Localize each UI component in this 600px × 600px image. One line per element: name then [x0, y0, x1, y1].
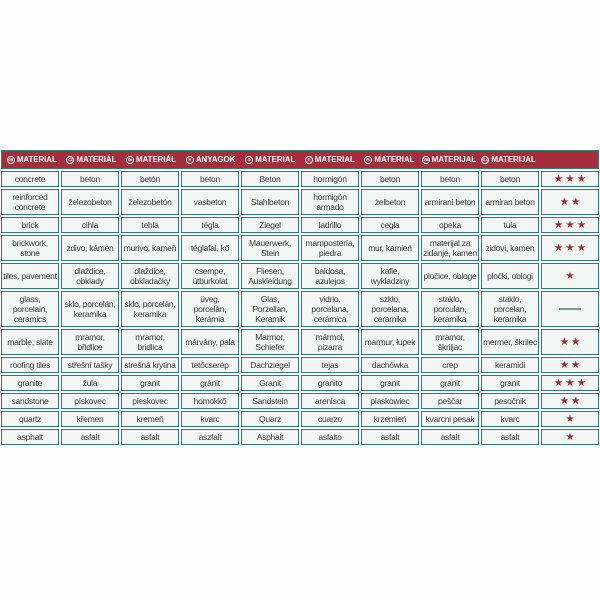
material-cell: aszfalt [181, 429, 239, 445]
table-row [1, 375, 599, 391]
header-label: MATERIÁL [76, 155, 117, 164]
material-cell: brickwork, stone [1, 235, 59, 261]
material-cell: staklo, porcelan, keramika [481, 291, 539, 327]
material-cell: glass, porcelain, ceramics [1, 291, 59, 327]
material-cell: zidovi, kamen [481, 235, 539, 261]
material-cell: homokkő [181, 393, 239, 409]
rating-cell [541, 217, 599, 233]
material-cell: asfalt [421, 429, 479, 445]
material-cell: tula [481, 217, 539, 233]
rating-cell [541, 329, 599, 355]
star-rating: ★★★ [553, 219, 589, 231]
material-cell: arenisca [301, 393, 359, 409]
material-cell: hormigón [301, 171, 359, 187]
material-cell: cihla [61, 217, 119, 233]
table-row [1, 429, 599, 445]
material-cell: beton [181, 171, 239, 187]
material-cell: Fliesen, Auskleidung [241, 263, 299, 289]
material-cell: mur, kamień [361, 235, 419, 261]
header-cell-pl [360, 151, 420, 168]
material-cell: crep [421, 357, 479, 373]
star-rating: ★★★ [553, 242, 589, 254]
material-cell: szkło, porcelana, ceramika [361, 291, 419, 327]
header-cell-e [300, 151, 360, 168]
material-cell: tiles, pavement [1, 263, 59, 289]
material-cell: tetőcserép [181, 357, 239, 373]
material-cell: Stahlbeton [241, 189, 299, 215]
material-cell: kremeň [121, 411, 179, 427]
material-cell: marble, slate [1, 329, 59, 355]
material-cell: beton [481, 171, 539, 187]
materials-table [1, 150, 599, 445]
material-cell: márvány, pala [181, 329, 239, 355]
material-cell: Glas, Porzellan, Keramik [241, 291, 299, 327]
rating-cell [541, 357, 599, 373]
material-cell: tehla [121, 217, 179, 233]
rating-cell [541, 171, 599, 187]
material-cell: kafle, wykładziny [361, 263, 419, 289]
table-row [1, 189, 599, 215]
material-cell: železobetón [121, 189, 179, 215]
table-row [1, 393, 599, 409]
language-gb-icon: GB [8, 157, 14, 162]
material-cell: pískovec [61, 393, 119, 409]
header-label: ANYAGOK [195, 155, 236, 164]
material-cell: betón [121, 171, 179, 187]
language-h-icon: H [186, 156, 194, 164]
material-cell: granit [361, 375, 419, 391]
header-cell-cz [62, 151, 122, 168]
header-label: MATERIÁL [136, 155, 176, 164]
rating-cell [541, 189, 599, 215]
material-cell: téglafal, kő [181, 235, 239, 261]
material-cell: marmur, łupek [361, 329, 419, 355]
material-cell: mramor, bridlica [121, 329, 179, 355]
material-cell: dlaždice, obklady [61, 263, 119, 289]
header-label: MATERIAL [255, 155, 296, 164]
language-pl-icon: PL [366, 157, 371, 162]
material-cell: peščar [421, 393, 479, 409]
header-cell-d [240, 151, 300, 168]
material-cell: Sandstein [241, 393, 299, 409]
material-cell: Mauerwerk, Stein [241, 235, 299, 261]
material-cell: krzemień [361, 411, 419, 427]
material-cell: quartz [1, 411, 59, 427]
material-cell: granit [421, 375, 479, 391]
material-cell: kvarcni pesak [421, 411, 479, 427]
language-cz-icon: CZ [68, 157, 73, 162]
material-cell: železobeton [61, 189, 119, 215]
material-cell: cegła [361, 217, 419, 233]
header-label: MATERIAL [314, 155, 355, 164]
material-cell: üveg, porcelán, kerámia [181, 291, 239, 327]
material-cell: mramor, břidlice [61, 329, 119, 355]
material-cell: roofing tiles [1, 357, 59, 373]
table-row [1, 235, 599, 261]
material-cell: asfalt [121, 429, 179, 445]
material-cell: střešní tašky [61, 357, 119, 373]
material-cell: brick [1, 217, 59, 233]
material-cell: reinforced concrete [1, 189, 59, 215]
material-cell: vidrio, porcelana, cerámica [301, 291, 359, 327]
table-row [1, 217, 599, 233]
material-cell: pesočnik [481, 393, 539, 409]
star-rating: ★★ [559, 336, 583, 348]
material-cell: tejas [301, 357, 359, 373]
table-row [1, 411, 599, 427]
rating-cell [541, 393, 599, 409]
material-cell: baldosa, azulejos [301, 263, 359, 289]
material-cell: granit [121, 375, 179, 391]
table-row [1, 171, 599, 187]
material-cell: asfalt [361, 429, 419, 445]
header-cell-srb [419, 151, 479, 168]
material-cell: granito [301, 375, 359, 391]
material-cell: pločki, oblogi [481, 263, 539, 289]
material-cell: sandstone [1, 393, 59, 409]
material-cell: materijal za zidanje, kamen [421, 235, 479, 261]
material-cell: staklo, porculan, keramika [421, 291, 479, 327]
material-cell: żelbeton [361, 189, 419, 215]
material-cell: kvarc [181, 411, 239, 427]
material-cell: pločice, obloge [421, 263, 479, 289]
material-cell: kvarc [481, 411, 539, 427]
rating-cell [541, 429, 599, 445]
material-cell: sklo, porcelán, keramika [121, 291, 179, 327]
rating-cell [541, 291, 599, 327]
star-rating: ★★★ [553, 173, 589, 185]
material-cell: ladrillo [301, 217, 359, 233]
header-cell-rating [538, 151, 598, 168]
star-rating: ★ [565, 270, 577, 282]
material-cell: Beton [241, 171, 299, 187]
star-rating: ★★ [559, 395, 583, 407]
material-cell: Dachziegel [241, 357, 299, 373]
language-srb-icon: SRB [422, 157, 430, 162]
header-label: MATERIAL [374, 155, 415, 164]
material-cell: asfalto [301, 429, 359, 445]
language-sk-icon: SK [127, 157, 133, 162]
material-cell: žula [61, 375, 119, 391]
material-cell: dlaždice, obkladačky [121, 263, 179, 289]
table-row [1, 291, 599, 327]
material-cell: Quarz [241, 411, 299, 427]
star-rating: ★★★ [553, 377, 589, 389]
material-cell: concrete [1, 171, 59, 187]
rating-cell [541, 235, 599, 261]
material-cell: beton [61, 171, 119, 187]
material-cell: tégla [181, 217, 239, 233]
material-cell: csempe, útburkolat [181, 263, 239, 289]
material-cell: mampostería, piedra [301, 235, 359, 261]
material-cell: granite [1, 375, 59, 391]
header-cell-slo [479, 151, 539, 168]
material-cell: armiran beton [481, 189, 539, 215]
no-rating-dash-icon [559, 308, 581, 310]
table-row [1, 329, 599, 355]
table-body [1, 171, 599, 445]
material-cell: Asphalt [241, 429, 299, 445]
rating-cell [541, 411, 599, 427]
material-cell: armirani beton [421, 189, 479, 215]
material-cell: cuarzo [301, 411, 359, 427]
header-cell-gb [2, 151, 62, 168]
language-e-icon: E [305, 156, 313, 164]
table-header-row [1, 150, 599, 169]
material-cell: vasbeton [181, 189, 239, 215]
material-cell: hormigón armado [301, 189, 359, 215]
material-cell: mramor, škriljac [421, 329, 479, 355]
material-cell: dachówka [361, 357, 419, 373]
material-cell: Granit [241, 375, 299, 391]
table-row [1, 357, 599, 373]
material-cell: gránit [181, 375, 239, 391]
material-cell: křemen [61, 411, 119, 427]
material-cell: beton [421, 171, 479, 187]
header-cell-sk [121, 151, 181, 168]
header-label: MATERIJAL [491, 155, 536, 164]
star-rating: ★ [565, 431, 577, 443]
material-cell: asfalt [61, 429, 119, 445]
star-rating: ★★ [559, 359, 583, 371]
material-cell: mermer, škrilec [481, 329, 539, 355]
header-cell-h [181, 151, 241, 168]
star-rating: ★★ [559, 196, 583, 208]
material-cell: asfalt [481, 429, 539, 445]
header-label: MATERIJAL [431, 155, 477, 164]
star-rating: ★ [565, 413, 577, 425]
material-cell: sklo, porcelán, keramika [61, 291, 119, 327]
material-cell: mármol, pizarra [301, 329, 359, 355]
material-cell: Ziegel [241, 217, 299, 233]
table-row [1, 263, 599, 289]
material-cell: Marmor, Schiefer [241, 329, 299, 355]
language-d-icon: D [245, 156, 253, 164]
material-cell: beton [361, 171, 419, 187]
material-cell: opeka [421, 217, 479, 233]
material-cell: asphalt [1, 429, 59, 445]
header-label: MATERIAL [16, 155, 57, 164]
language-slo-icon: SLO [482, 157, 489, 162]
material-cell: zdivo, kámen [61, 235, 119, 261]
material-cell: pieskovec [121, 393, 179, 409]
material-cell: murivo, kameň [121, 235, 179, 261]
rating-cell [541, 263, 599, 289]
material-cell: strešná krytina [121, 357, 179, 373]
material-cell: granit [481, 375, 539, 391]
rating-cell [541, 375, 599, 391]
material-cell: keramidi [481, 357, 539, 373]
material-cell: piaskowiec [361, 393, 419, 409]
